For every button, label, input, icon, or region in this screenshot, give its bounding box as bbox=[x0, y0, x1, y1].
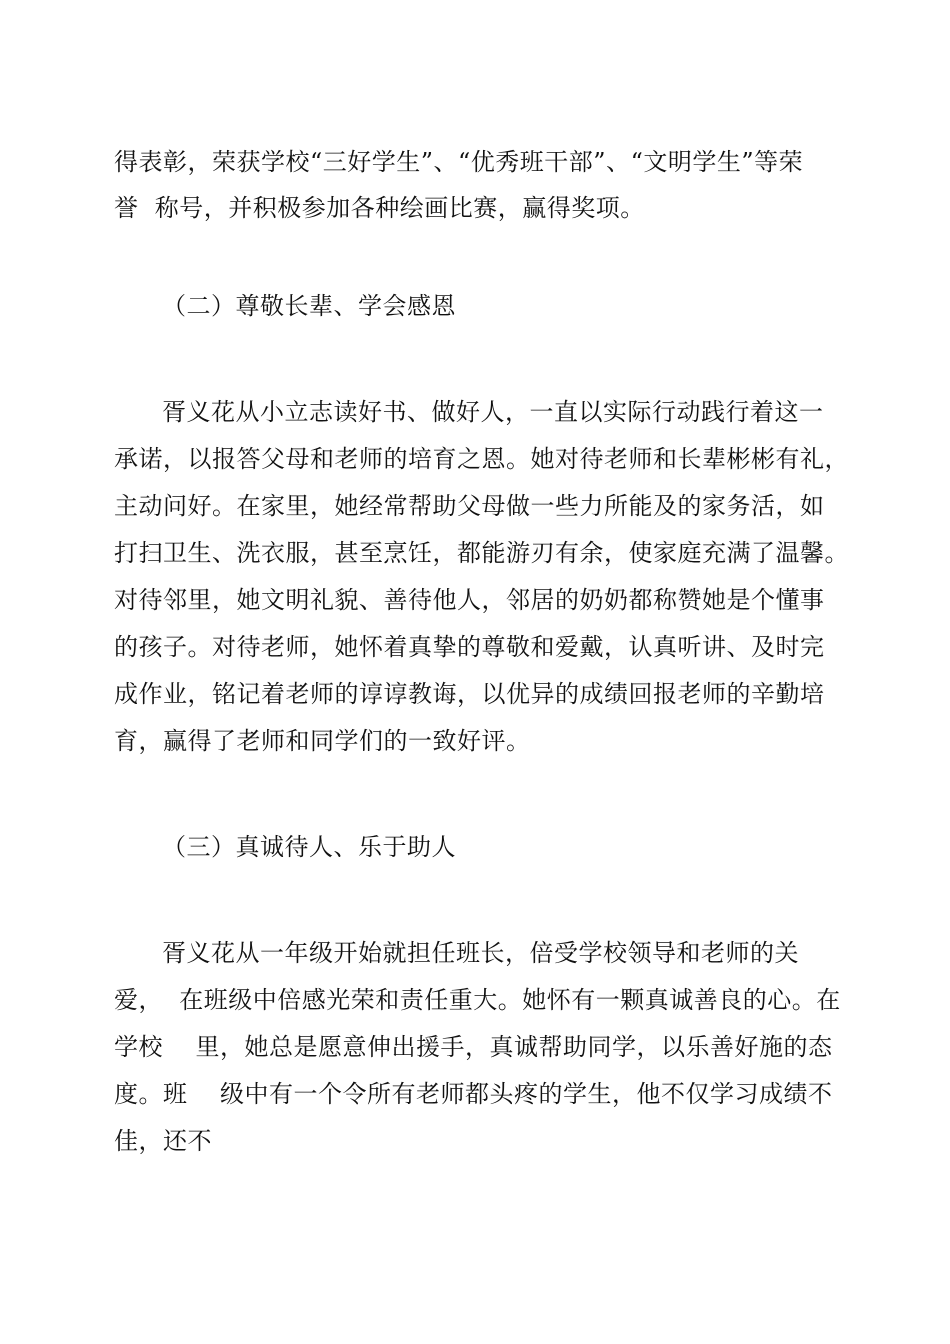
text-line: 得表彰，荣获学校“三好学生”、“优秀班干部”、“文明学生”等荣 bbox=[114, 148, 804, 176]
section-heading: （二）尊敬长辈、学会感恩 bbox=[162, 292, 456, 320]
text-line: 胥义花从一年级开始就担任班长，倍受学校领导和老师的关 bbox=[162, 939, 799, 967]
text-line: 对待邻里，她文明礼貌、善待他人，邻居的奶奶都称赞她是个懂事 bbox=[114, 586, 825, 614]
text-line: 胥义花从小立志读好书、做好人，一直以实际行动践行着这一 bbox=[162, 398, 824, 426]
text-line: 爱， 在班级中倍感光荣和责任重大。她怀有一颗真诚善良的心。在 bbox=[114, 986, 841, 1014]
text-line: 的孩子。对待老师，她怀着真挚的尊敬和爱戴，认真听讲、及时完 bbox=[114, 633, 825, 661]
text-line: 主动问好。在家里，她经常帮助父母做一些力所能及的家务活，如 bbox=[114, 492, 825, 520]
text-line: 学校 里，她总是愿意伸出援手，真诚帮助同学，以乐善好施的态 bbox=[114, 1033, 833, 1061]
text-line: 佳，还不 bbox=[114, 1127, 212, 1155]
text-line: 打扫卫生、洗衣服，甚至烹饪，都能游刃有余，使家庭充满了温馨。 bbox=[114, 539, 849, 567]
section-heading: （三）真诚待人、乐于助人 bbox=[162, 833, 456, 861]
text-line: 育，赢得了老师和同学们的一致好评。 bbox=[114, 727, 531, 755]
text-line: 誉 称号，并积极参加各种绘画比赛，赢得奖项。 bbox=[114, 194, 645, 222]
text-line: 承诺，以报答父母和老师的培育之恩。她对待老师和长辈彬彬有礼， bbox=[114, 445, 849, 473]
text-line: 成作业，铭记着老师的谆谆教诲，以优异的成绩回报老师的辛勤培 bbox=[114, 680, 825, 708]
text-line: 度。班 级中有一个令所有老师都头疼的学生，他不仅学习成绩不 bbox=[114, 1080, 833, 1108]
